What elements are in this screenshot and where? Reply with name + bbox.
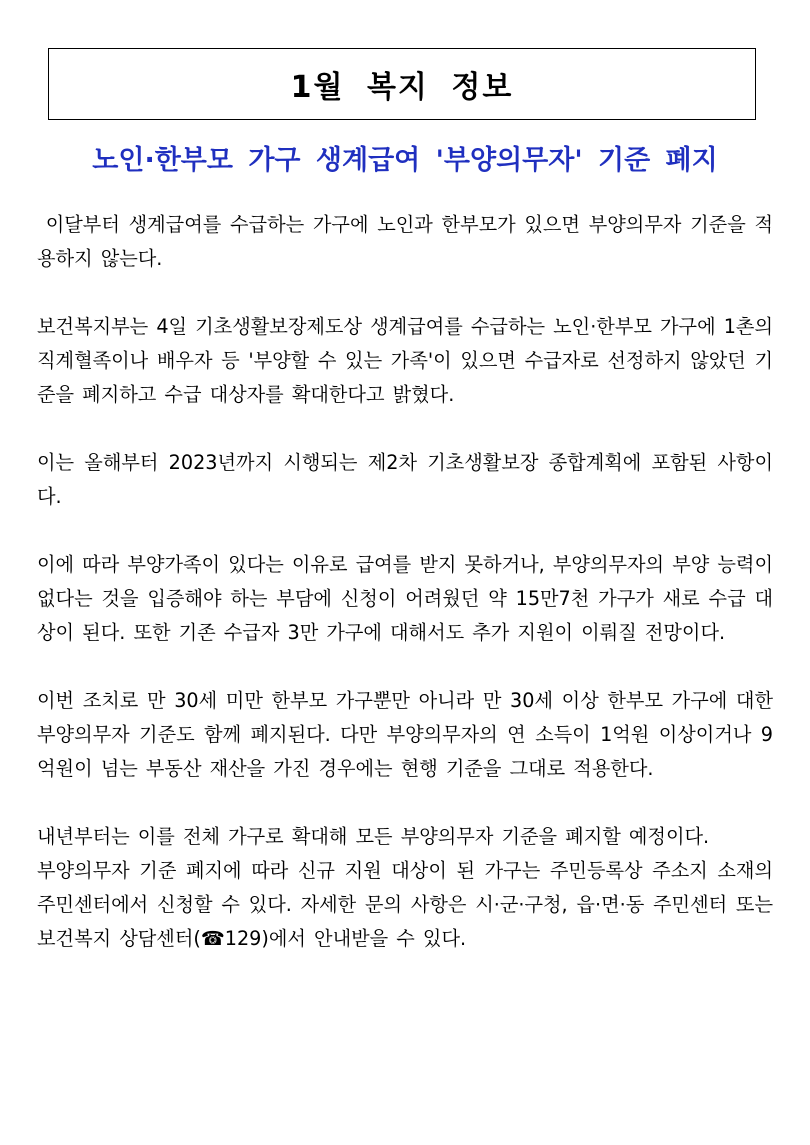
paragraph-7: 부양의무자 기준 폐지에 따라 신규 지원 대상이 된 가구는 주민등록상 주소지 소재의 주민센터에서 신청할 수 있다. 자세한 문의 사항은 시·군·구청, 읍·면·동 주민센터 또는 보건복지 상담센터(☎129)에서 안내받을 수 있다. (37, 859, 773, 950)
title-box (48, 48, 756, 120)
paragraph-4: 이에 따라 부양가족이 있다는 이유로 급여를 받지 못하거나, 부양의무자의 부양 능력이 없다는 것을 입증해야 하는 부담에 신청이 어려웠던 약 15만7천 가구가 새로 수급 대상이 된다. 또한 기존 수급자 3만 가구에 대해서도 추가 지원이 이뤄질 전망이다. (37, 553, 773, 644)
paragraph-2: 보건복지부는 4일 기초생활보장제도상 생계급여를 수급하는 노인·한부모 가구에 1촌의 직계혈족이나 배우자 등 '부양할 수 있는 가족'이 있으면 수급자로 선정하지 않았던 기준을 폐지하고 수급 대상자를 확대한다고 밝혔다. (37, 315, 773, 406)
paragraph-3: 이는 올해부터 2023년까지 시행되는 제2차 기초생활보장 종합계획에 포함된 사항이다. (37, 451, 773, 508)
paragraph-6: 내년부터는 이를 전체 가구로 확대해 모든 부양의무자 기준을 폐지할 예정이다. (37, 825, 710, 848)
page-title: 1월 복지 정보 (290, 70, 514, 105)
paragraph-5: 이번 조치로 만 30세 미만 한부모 가구뿐만 아니라 만 30세 이상 한부모 가구에 대한 부양의무자 기준도 함께 폐지된다. 다만 부양의무자의 연 소득이 1억원 이상이거나 9억원이 넘는 부동산 재산을 가진 경우에는 현행 기준을 그대로 적용한다. (37, 689, 773, 780)
article-body (37, 208, 773, 956)
paragraph-1: 이달부터 생계급여를 수급하는 가구에 노인과 한부모가 있으면 부양의무자 기준을 적용하지 않는다. (37, 213, 773, 270)
headline: 노인·한부모 가구 생계급여 '부양의무자' 기준 폐지 (92, 145, 718, 176)
